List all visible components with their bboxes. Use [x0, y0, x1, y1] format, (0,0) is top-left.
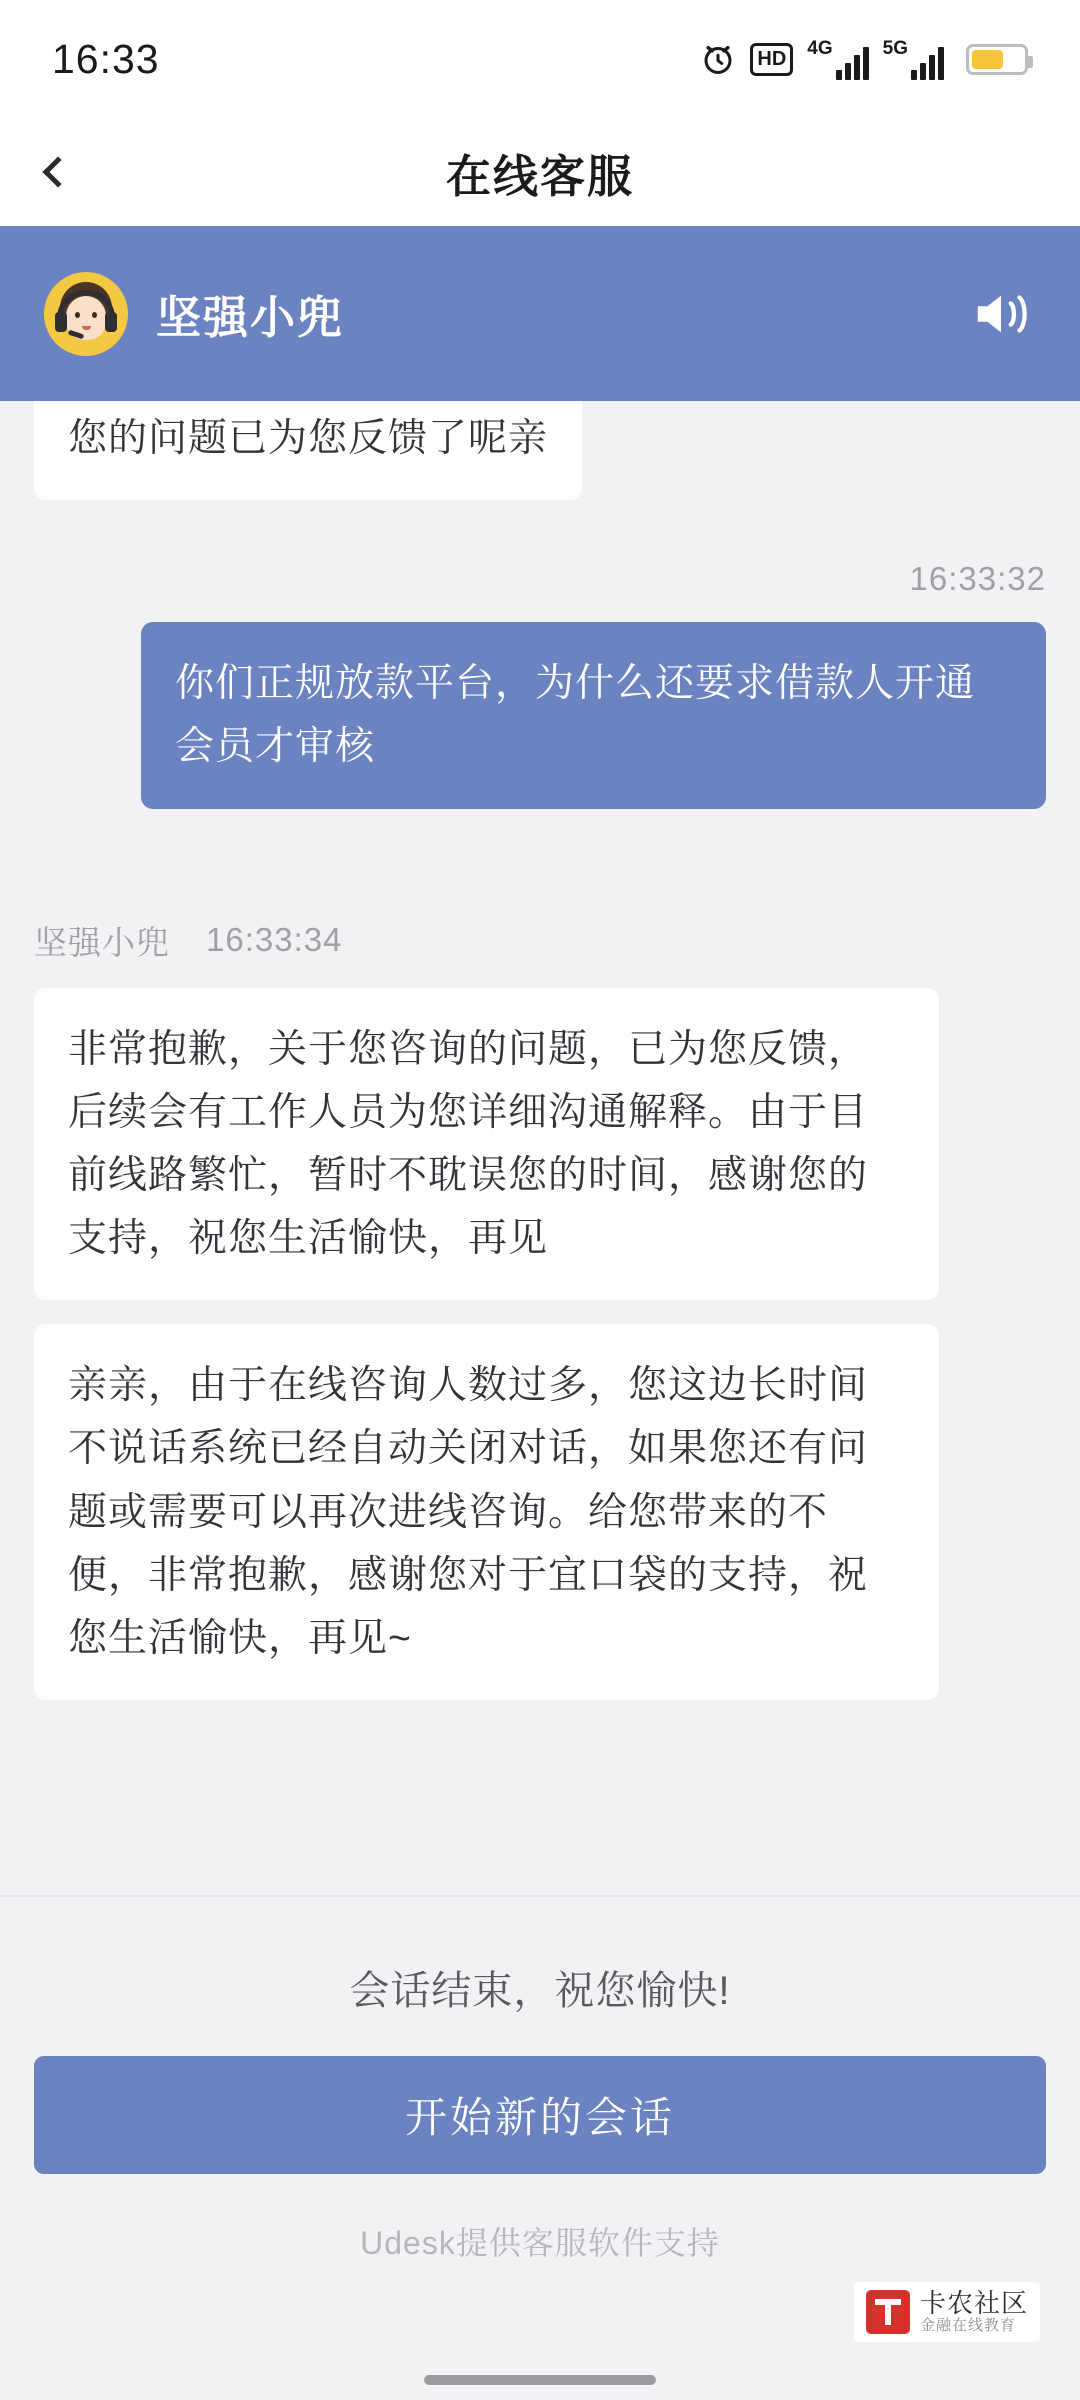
signal-5g-icon — [883, 39, 944, 80]
message-item — [34, 560, 1046, 808]
message-item — [34, 917, 1046, 1301]
hd-voice-icon: HD — [750, 43, 793, 76]
message-bubble-incoming: 非常抱歉，关于您咨询的问题，已为您反馈，后续会有工作人员为您详细沟通解释。由于目前线路繁忙，暂时不耽误您的时间，感谢您的支持，祝您生活愉快，再见 — [34, 988, 939, 1301]
agent-header — [0, 226, 1080, 401]
alarm-clock-icon — [700, 41, 736, 77]
status-time: 16:33 — [52, 35, 160, 82]
network-type-label-5g: 5G — [882, 37, 908, 59]
watermark-title: 卡农社区 — [919, 2288, 1028, 2319]
watermark — [34, 2264, 1046, 2360]
message-time: 16:33:32 — [909, 560, 1046, 598]
message-item — [34, 1324, 1046, 1700]
message-sender-name: 坚强小兜 — [34, 923, 170, 961]
message-item — [34, 401, 1046, 500]
powered-by-label: Udesk提供客服软件支持 — [360, 2225, 720, 2261]
home-bar — [424, 2375, 656, 2385]
signal-bars-1 — [836, 46, 869, 80]
session-footer — [0, 1895, 1080, 2360]
network-type-label-4g: 4G — [807, 37, 833, 59]
chat-scroll-area[interactable] — [0, 401, 1080, 1895]
status-icons — [700, 39, 1028, 80]
message-time: 16:33:34 — [206, 921, 343, 959]
title-bar — [0, 118, 1080, 226]
message-bubble-incoming: 您的问题已为您反馈了呢亲 — [34, 401, 582, 500]
watermark-subtitle: 金融在线教育 — [919, 2317, 1016, 2335]
signal-bars-2 — [911, 46, 944, 80]
session-end-note: 会话结束，祝您愉快! — [349, 1969, 731, 2013]
start-new-session-button[interactable]: 开始新的会话 — [34, 2056, 1046, 2174]
battery-fill — [972, 50, 1003, 69]
message-bubble-incoming: 亲亲，由于在线咨询人数过多，您这边长时间不说话系统已经自动关闭对话，如果您还有问题或需要可以再次进线咨询。给您带来的不便，非常抱歉，感谢您对于宜口袋的支持，祝您生活愉快，再见~ — [34, 1324, 939, 1700]
headset-agent-avatar — [44, 272, 128, 356]
agent-name: 坚强小兜 — [156, 292, 345, 343]
home-indicator[interactable] — [0, 2360, 1080, 2400]
message-meta — [34, 917, 342, 964]
message-bubble-outgoing: 你们正规放款平台，为什么还要求借款人开通会员才审核 — [141, 622, 1046, 808]
status-bar — [0, 0, 1080, 118]
page-title: 在线客服 — [445, 150, 634, 202]
battery-icon — [966, 44, 1028, 75]
watermark-logo-icon — [866, 2290, 910, 2334]
message-meta — [910, 560, 1046, 598]
signal-4g-icon — [807, 39, 868, 80]
speaker-volume-icon[interactable] — [966, 279, 1036, 349]
